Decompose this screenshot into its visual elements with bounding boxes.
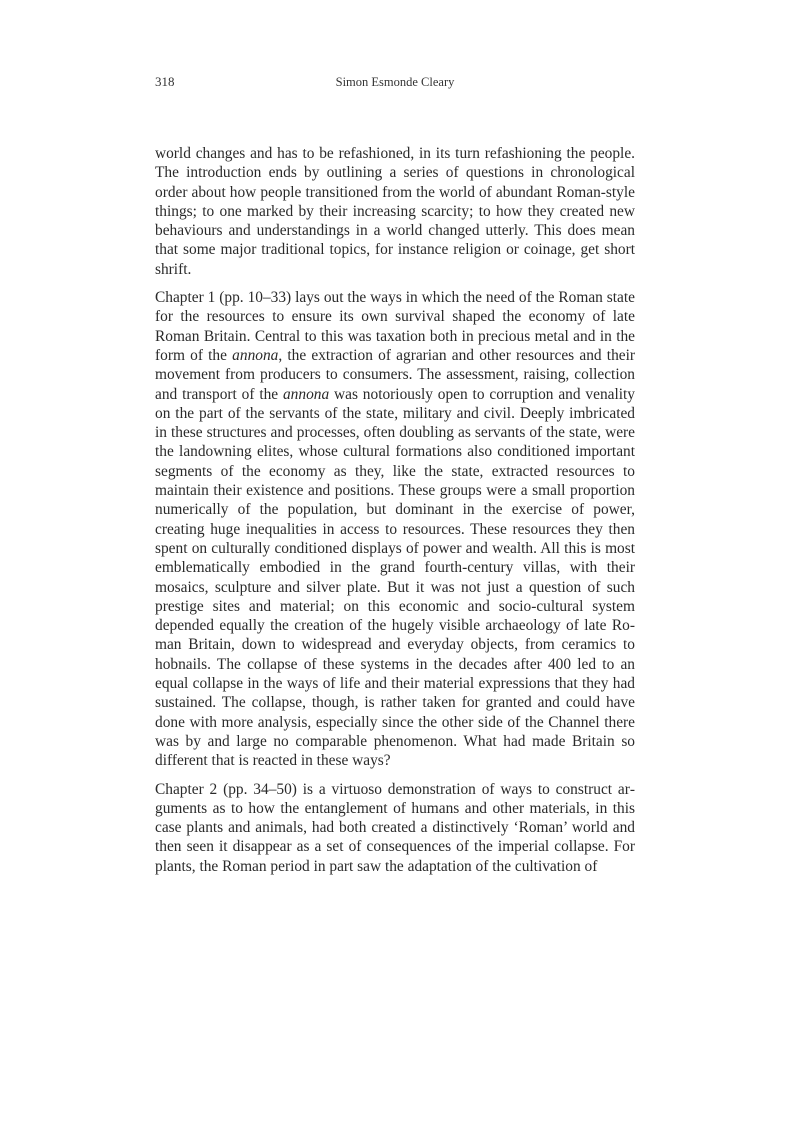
page-header xyxy=(155,74,635,94)
text-segment: world changes and has to be refashioned, in its turn refashioning the people. The introduction ends by outlining a series of questions in chronological order about how people transitioned from the world of abundant Roman-style things; to one marked by their increasing scarcity; to how they created new behaviours and understandings in a world changed utterly. This does mean that some major traditional topics, for instance religion or coinage, get short shrift. xyxy=(155,145,635,278)
text-segment: Chapter 1 (pp. 10–33) lays out the ways in which the need of the Roman state for the resources to ensure its own survival shaped the economy of late Roman Britain. Central to this was taxation both in precious metal and in the form of the xyxy=(155,289,635,364)
text-segment: Chapter 2 (pp. 34–50) is a virtuoso demonstration of ways to construct arguments as to how the entanglement of humans and other materials, in this case plants and animals, had both created a distinctively ‘Roman’ world and then seen it disappear as a set of consequences of the imperial collapse. For plants, the Roman period in part saw the adaptation of the cultivation of xyxy=(155,780,635,875)
body-text xyxy=(155,144,635,885)
paragraph-intro-end xyxy=(155,144,635,279)
text-segment: , the extraction of agrarian and other resources and their movement from producers to consumers. The assessment, raising, collection and transport of the xyxy=(155,346,635,403)
paragraph-chapter-2 xyxy=(155,780,635,876)
italic-term: annona xyxy=(282,385,330,403)
page-number: 318 xyxy=(155,74,175,89)
paragraph-chapter-1 xyxy=(155,288,635,770)
italic-term: annona xyxy=(232,346,279,364)
running-head: Simon Esmonde Cleary xyxy=(335,75,455,89)
text-segment: was notoriously open to corruption and venality on the part of the servants of the state, military and civil. Deeply imbricated in these structures and processes, often doubling as servants of the state, were the landowning elites, whose cultural formations also conditioned important segments of the economy as they, like the state, extracted resources to maintain their existence and positions. These groups were a small proportion numerically of the population, but dominant in the exercise of power, creating huge inequalities in access to resources. These resources they then spent on culturally conditioned displays of power and wealth. All this is most emblematically embodied in the grand fourth-century villas, with their mosaics, sculpture and silver plate. But it was not just a question of such prestige sites and material; on this economic and socio-cultural system depended equally the creation of the hugely visible archaeology of late Roman Britain, down to widespread and everyday objects, from ceramics to hobnails. The collapse of these systems in the decades after 400 led to an equal collapse in the ways of life and their material expressions that they had sustained. The collapse, though, is rather taken for granted and could have done with more analysis, especially since the other side of the Channel there was by and large no comparable phenomenon. What had made Britain so different that is reacted in these ways? xyxy=(155,385,635,770)
